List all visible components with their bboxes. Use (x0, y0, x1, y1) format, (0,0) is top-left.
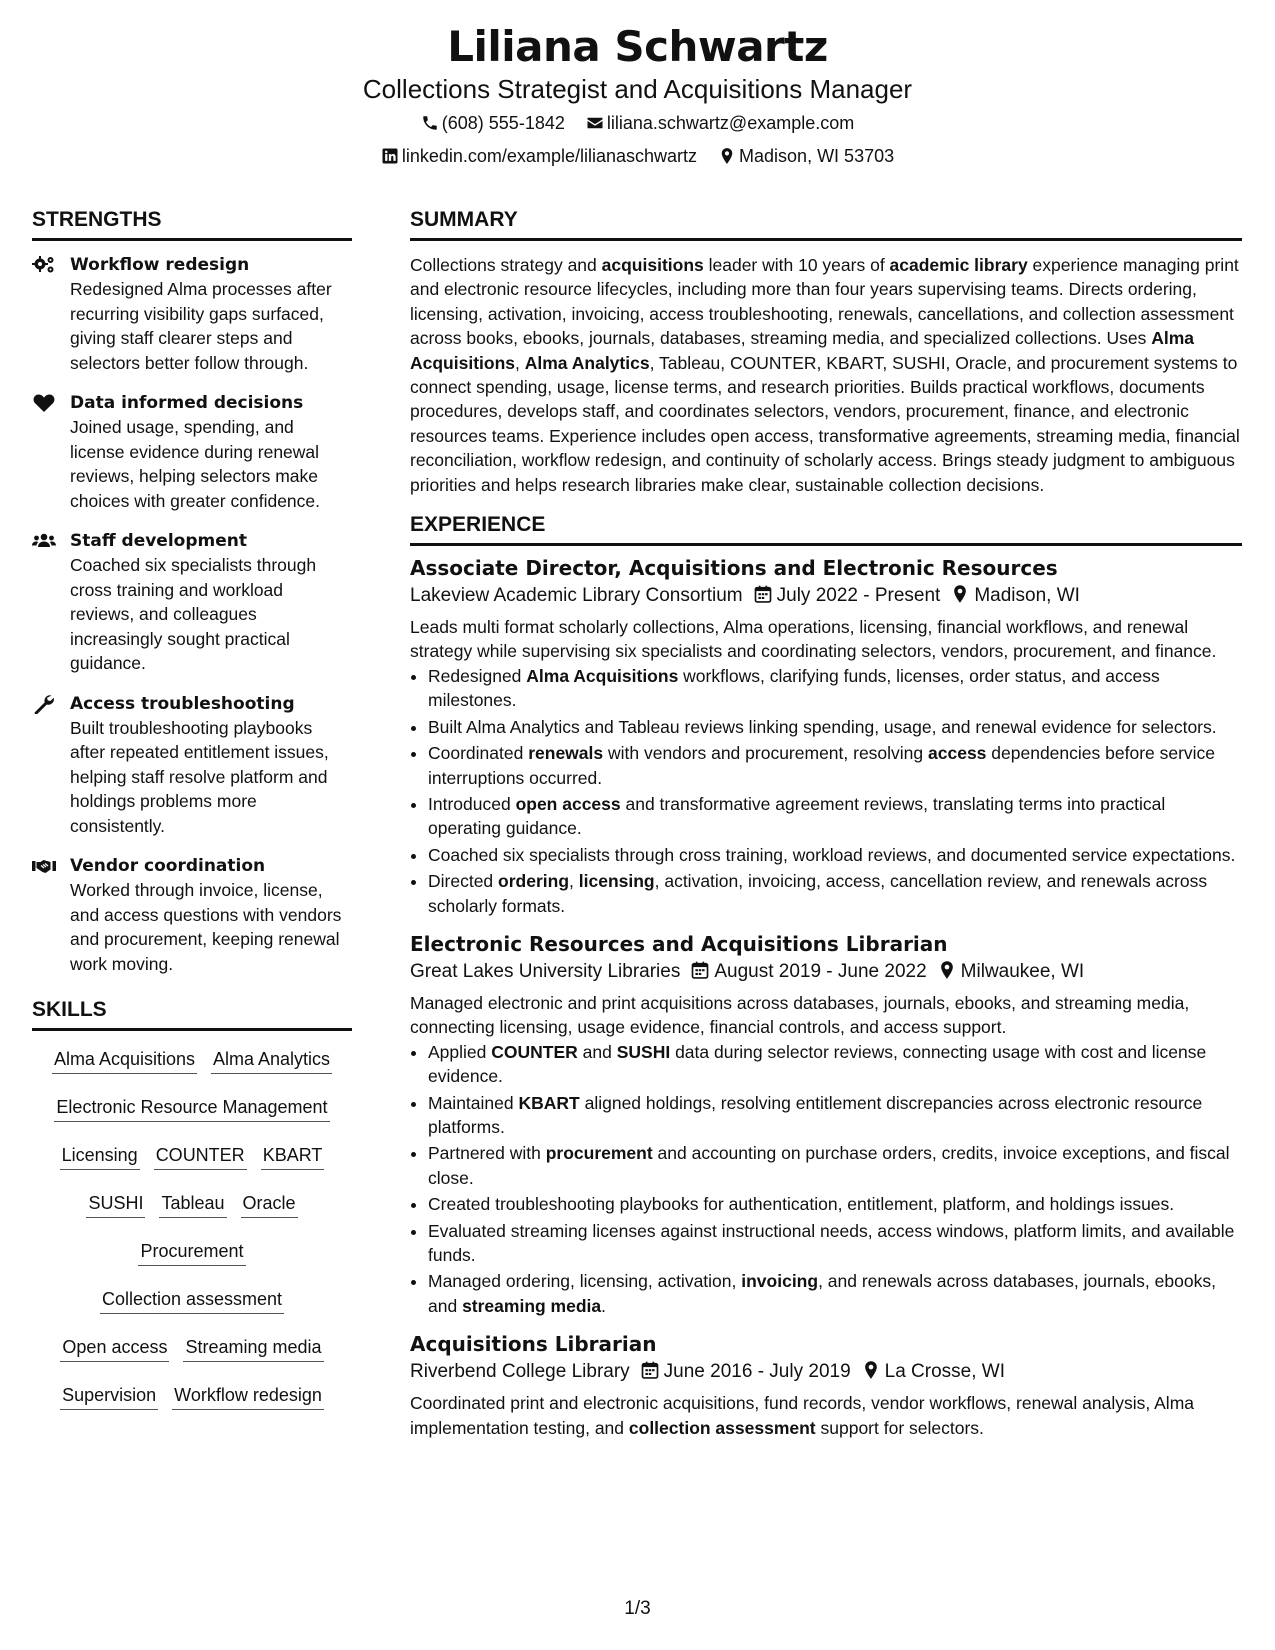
skill-row (32, 1095, 352, 1122)
job-location: Milwaukee, WI (960, 960, 1085, 982)
gears-icon (32, 255, 56, 275)
job-bullets (410, 1040, 1242, 1318)
strength-item (32, 692, 352, 839)
strength-title: Data informed decisions (70, 393, 304, 413)
job-location: La Crosse, WI (884, 1361, 1006, 1383)
job-description: Managed electronic and print acquisitions across databases, journals, ebooks, and streaming media, connecting licensing, usage evidence, financial controls, and access support. (410, 992, 1190, 1038)
job-entry (410, 1332, 1242, 1440)
skill-tag: Tableau (159, 1191, 226, 1218)
skill-row (32, 1047, 352, 1074)
job-bullet: • Built Alma Analytics and Tableau reviews linking spending, usage, and renewal evidence for selectors. (428, 715, 1242, 739)
strength-desc: Coached six specialists through cross training and workload reviews, and colleagues increasingly sought practical guidance. (70, 555, 317, 673)
job-bullet: • Redesigned Alma Acquisitions workflows, clarifying funds, licenses, order status, and access milestones. (428, 664, 1242, 713)
contact-row-1 (0, 112, 1275, 134)
skills-heading: SKILLS (32, 998, 352, 1031)
calendar-icon (640, 1360, 660, 1380)
strength-item (32, 391, 352, 513)
summary-heading: SUMMARY (410, 208, 1242, 241)
job-org: Lakeview Academic Library Consortium (410, 585, 743, 607)
skill-row (32, 1191, 352, 1218)
job-bullet: • Coordinated renewals with vendors and procurement, resolving access dependencies before service interruptions occurred. (428, 741, 1242, 790)
job-bullet: • Introduced open access and transformative agreement reviews, translating terms into practical operating guidance. (428, 792, 1242, 841)
job-description: Leads multi format scholarly collections, Alma operations, licensing, financial workflows, and renewal strategy while supervising six specialists and coordinating selectors, vendors, procurement, and finance. (410, 617, 1217, 662)
heart-icon (32, 393, 56, 413)
email-item[interactable] (586, 113, 854, 134)
handshake-icon (32, 856, 56, 876)
job-meta (410, 584, 1242, 607)
linkedin-icon (381, 147, 399, 165)
job-org: Great Lakes University Libraries (410, 960, 681, 982)
job-dates: August 2019 - June 2022 (714, 960, 927, 982)
skill-row (32, 1383, 352, 1410)
skill-tag: SUSHI (86, 1191, 145, 1218)
map-pin-icon (937, 960, 957, 980)
phone-item (421, 113, 565, 134)
job-bullet: • Maintained KBART aligned holdings, resolving entitlement discrepancies across electronic resource platforms. (428, 1091, 1242, 1140)
summary-text: Collections strategy and acquisitions leader with 10 years of academic library experience managing print and electronic resource lifecycles, including more than four years supervising teams. Directs ordering, licensing, activation, invoicing, access troubleshooting, renewals, cancellations, and collection assessment across books, ebooks, journals, databases, streaming media, and specialized collections. Uses Alma Acquisitions, Alma Analytics, Tableau, COUNTER, KBART, SUSHI, Oracle, and procurement systems to connect spending, usage, license terms, and research priorities. Builds practical workflows, documents procedures, develops staff, and coordinates selectors, vendors, procurement, finance, and electronic resources teams. Experience includes open access, transformative agreements, streaming media, financial reconciliation, workflow redesign, and continuity of scholarly access. Brings steady judgment to ambiguous priorities and helps research libraries make clear, sustainable collection decisions. (410, 255, 1240, 495)
strength-item (32, 253, 352, 375)
strength-desc: Worked through invoice, license, and access questions with vendors and procurement, keeping renewal work moving. (70, 880, 342, 974)
location-text: Madison, WI 53703 (739, 145, 895, 166)
job-bullet: • Applied COUNTER and SUSHI data during selector reviews, connecting usage with cost and license evidence. (428, 1040, 1242, 1089)
strength-title: Access troubleshooting (70, 693, 295, 714)
phone-text: (608) 555-1842 (441, 112, 565, 133)
skill-tag: Streaming media (183, 1335, 323, 1362)
calendar-icon (753, 584, 773, 604)
skill-row (32, 1287, 352, 1314)
left-column (32, 208, 352, 1431)
skill-tag: Oracle (241, 1191, 298, 1218)
experience-heading: EXPERIENCE (410, 513, 1242, 546)
users-icon (32, 531, 56, 551)
linkedin-text: linkedin.com/example/lilianaschwartz (401, 145, 698, 166)
strength-desc: Redesigned Alma processes after recurring visibility gaps surfaced, giving staff clearer steps and selectors better follow through. (70, 279, 332, 373)
strength-item (32, 854, 352, 976)
map-pin-icon (950, 584, 970, 604)
skill-tag: KBART (261, 1143, 325, 1170)
job-bullet: • Directed ordering, licensing, activation, invoicing, access, cancellation review, and renewals across scholarly formats. (428, 869, 1242, 918)
skill-row (32, 1335, 352, 1362)
map-pin-icon (718, 147, 736, 165)
job-dates: June 2016 - July 2019 (663, 1361, 851, 1383)
job-bullet: • Managed ordering, licensing, activation, invoicing, and renewals across databases, journals, ebooks, and streaming media. (428, 1269, 1242, 1318)
job-entry (410, 556, 1242, 918)
skill-row (32, 1143, 352, 1170)
skill-tag: Alma Acquisitions (52, 1047, 197, 1074)
linkedin-item[interactable] (381, 146, 697, 167)
strength-desc: Joined usage, spending, and license evidence during renewal reviews, helping selectors make choices with greater confidence. (70, 417, 320, 511)
job-dates: July 2022 - Present (776, 585, 941, 607)
job-org: Riverbend College Library (410, 1361, 630, 1383)
skill-tag: Open access (60, 1335, 169, 1362)
job-title: Acquisitions Librarian (410, 1332, 657, 1357)
job-title: Electronic Resources and Acquisitions Librarian (410, 931, 948, 956)
skill-tag: Supervision (60, 1383, 158, 1410)
job-bullet: • Coached six specialists through cross training, workload reviews, and documented service expectations. (428, 843, 1242, 867)
phone-icon (421, 114, 439, 132)
strength-title: Workflow redesign (70, 255, 250, 275)
skill-tag: COUNTER (154, 1143, 247, 1170)
location-item (718, 146, 894, 167)
job-bullets (410, 664, 1242, 918)
strength-item (32, 529, 352, 676)
candidate-name: Liliana Schwartz (447, 22, 828, 71)
strength-desc: Built troubleshooting playbooks after repeated entitlement issues, helping staff resolve platform and holdings problems more consistently. (70, 717, 329, 836)
job-meta (410, 1360, 1242, 1383)
page-number: 1/3 (624, 1598, 651, 1619)
job-bullet: • Evaluated streaming licenses against instructional needs, access windows, platform limits, and available funds. (428, 1219, 1242, 1268)
job-entry (410, 932, 1242, 1318)
email-text: liliana.schwartz@example.com (606, 112, 855, 133)
skill-tag: Electronic Resource Management (54, 1095, 329, 1122)
candidate-title: Collections Strategist and Acquisitions Manager (362, 74, 913, 104)
skill-tag: Alma Analytics (211, 1047, 332, 1074)
job-title: Associate Director, Acquisitions and Electronic Resources (410, 556, 1058, 581)
job-meta (410, 960, 1242, 983)
job-bullet: • Created troubleshooting playbooks for authentication, entitlement, platform, and holdings issues. (428, 1192, 1242, 1216)
wrench-icon (32, 694, 56, 714)
envelope-icon (586, 114, 604, 132)
calendar-icon (690, 960, 710, 980)
skill-tag: Workflow redesign (172, 1383, 324, 1410)
skill-tag: Procurement (138, 1239, 245, 1266)
contact-row-2 (0, 145, 1275, 167)
strength-title: Staff development (70, 531, 247, 551)
map-pin-icon (861, 1360, 881, 1380)
experience-list (410, 556, 1242, 1440)
job-description: Coordinated print and electronic acquisitions, fund records, vendor workflows, renewal analysis, Alma implementation testing, and collection assessment support for selectors. (410, 1393, 1195, 1438)
skill-tag: Collection assessment (100, 1287, 284, 1314)
skill-tag: Licensing (60, 1143, 140, 1170)
job-location: Madison, WI (974, 585, 1080, 607)
strengths-heading: STRENGTHS (32, 208, 352, 241)
skill-row (32, 1239, 352, 1266)
right-column (410, 208, 1242, 1440)
job-bullet: • Partnered with procurement and accounting on purchase orders, credits, invoice exceptions, and fiscal close. (428, 1141, 1242, 1190)
strength-title: Vendor coordination (70, 856, 266, 876)
skills-list (32, 1047, 352, 1410)
